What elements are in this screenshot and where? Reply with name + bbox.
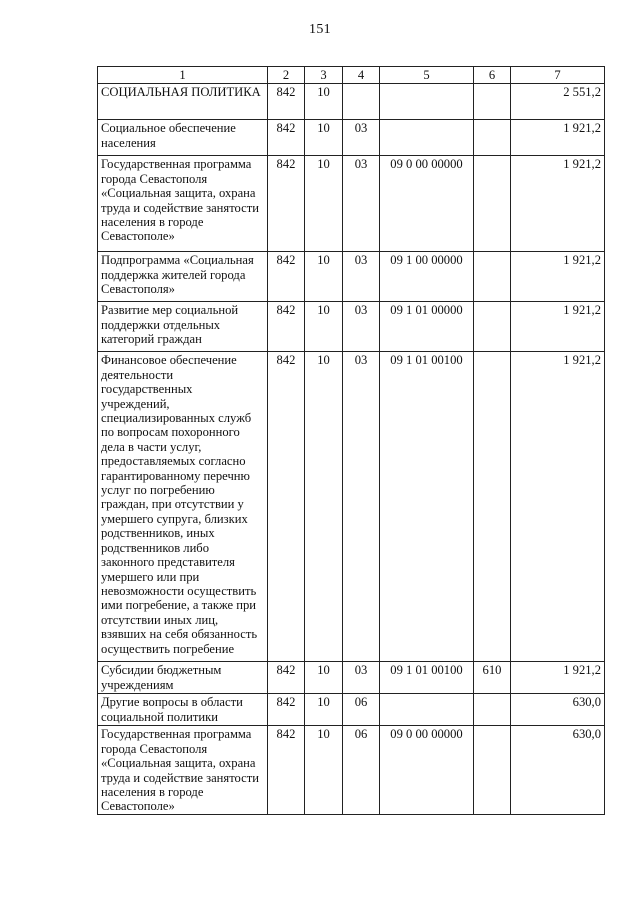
row-name-cell: Развитие мер социальной поддержки отдельных категорий граждан xyxy=(98,302,268,352)
subsection-code-cell: 03 xyxy=(343,662,380,694)
target-article-cell xyxy=(380,120,474,156)
row-name-cell: Подпрограмма «Социальная поддержка жителей города Севастополя» xyxy=(98,252,268,302)
row-name-cell: Социальное обеспечение населения xyxy=(98,120,268,156)
table-row xyxy=(98,694,605,726)
row-name-cell: Финансовое обеспечение деятельности государственных учреждений, специализированных служб по вопросам похоронного дела в части услуг, предоставляемых согласно гарантированному перечню услуг по погребению граждан, при отсутствии у умершего супруга, близких родственников, иных родственников либо законного представителя умершего или при невозможности осуществить ими погребение, а также при отсутствии иных лиц, взявших на себя обязанность осуществить погребение xyxy=(98,352,268,662)
expense-type-cell xyxy=(474,726,511,814)
table-row xyxy=(98,302,605,352)
budget-table xyxy=(97,66,605,815)
subsection-code-cell: 06 xyxy=(343,694,380,726)
row-name-cell: Государственная программа города Севастополя «Социальная защита, охрана труда и содействие занятости населения в городе Севастополе» xyxy=(98,726,268,814)
column-header: 5 xyxy=(380,67,474,84)
table-row xyxy=(98,252,605,302)
row-name-cell: Государственная программа города Севастополя «Социальная защита, охрана труда и содействие занятости населения в городе Севастополе» xyxy=(98,156,268,252)
column-header: 6 xyxy=(474,67,511,84)
section-code-cell: 10 xyxy=(305,84,343,120)
column-header: 3 xyxy=(305,67,343,84)
section-code-cell: 10 xyxy=(305,120,343,156)
subsection-code-cell: 03 xyxy=(343,156,380,252)
table-row xyxy=(98,352,605,662)
column-header: 7 xyxy=(511,67,605,84)
amount-cell: 2 551,2 xyxy=(511,84,605,120)
grbs-code-cell: 842 xyxy=(268,662,305,694)
section-code-cell: 10 xyxy=(305,302,343,352)
table-row xyxy=(98,120,605,156)
amount-cell: 630,0 xyxy=(511,694,605,726)
expense-type-cell: 610 xyxy=(474,662,511,694)
section-code-cell: 10 xyxy=(305,662,343,694)
target-article-cell: 09 1 01 00100 xyxy=(380,352,474,662)
grbs-code-cell: 842 xyxy=(268,352,305,662)
column-header: 1 xyxy=(98,67,268,84)
expense-type-cell xyxy=(474,156,511,252)
table-body xyxy=(98,84,605,814)
expense-type-cell xyxy=(474,120,511,156)
amount-cell: 1 921,2 xyxy=(511,662,605,694)
target-article-cell: 09 1 00 00000 xyxy=(380,252,474,302)
grbs-code-cell: 842 xyxy=(268,84,305,120)
row-name-cell: СОЦИАЛЬНАЯ ПОЛИТИКА xyxy=(98,84,268,120)
amount-cell: 1 921,2 xyxy=(511,352,605,662)
target-article-cell: 09 0 00 00000 xyxy=(380,726,474,814)
subsection-code-cell xyxy=(343,84,380,120)
subsection-code-cell: 03 xyxy=(343,352,380,662)
section-code-cell: 10 xyxy=(305,156,343,252)
grbs-code-cell: 842 xyxy=(268,726,305,814)
amount-cell: 1 921,2 xyxy=(511,252,605,302)
header-row xyxy=(98,67,605,84)
page-number: 151 xyxy=(309,22,331,37)
amount-cell: 1 921,2 xyxy=(511,156,605,252)
grbs-code-cell: 842 xyxy=(268,252,305,302)
amount-cell: 1 921,2 xyxy=(511,302,605,352)
column-header: 4 xyxy=(343,67,380,84)
expense-type-cell xyxy=(474,694,511,726)
table-row xyxy=(98,726,605,814)
target-article-cell: 09 1 01 00100 xyxy=(380,662,474,694)
grbs-code-cell: 842 xyxy=(268,302,305,352)
subsection-code-cell: 03 xyxy=(343,252,380,302)
expense-type-cell xyxy=(474,352,511,662)
section-code-cell: 10 xyxy=(305,694,343,726)
grbs-code-cell: 842 xyxy=(268,120,305,156)
subsection-code-cell: 03 xyxy=(343,302,380,352)
row-name-cell: Другие вопросы в области социальной политики xyxy=(98,694,268,726)
row-name-cell: Субсидии бюджетным учреждениям xyxy=(98,662,268,694)
target-article-cell: 09 1 01 00000 xyxy=(380,302,474,352)
expense-type-cell xyxy=(474,84,511,120)
grbs-code-cell: 842 xyxy=(268,156,305,252)
column-header: 2 xyxy=(268,67,305,84)
section-code-cell: 10 xyxy=(305,352,343,662)
target-article-cell xyxy=(380,84,474,120)
amount-cell: 1 921,2 xyxy=(511,120,605,156)
section-code-cell: 10 xyxy=(305,252,343,302)
subsection-code-cell: 03 xyxy=(343,120,380,156)
grbs-code-cell: 842 xyxy=(268,694,305,726)
table-row xyxy=(98,84,605,120)
section-code-cell: 10 xyxy=(305,726,343,814)
subsection-code-cell: 06 xyxy=(343,726,380,814)
table-row xyxy=(98,156,605,252)
expense-type-cell xyxy=(474,252,511,302)
target-article-cell: 09 0 00 00000 xyxy=(380,156,474,252)
expense-type-cell xyxy=(474,302,511,352)
amount-cell: 630,0 xyxy=(511,726,605,814)
target-article-cell xyxy=(380,694,474,726)
table-row xyxy=(98,662,605,694)
